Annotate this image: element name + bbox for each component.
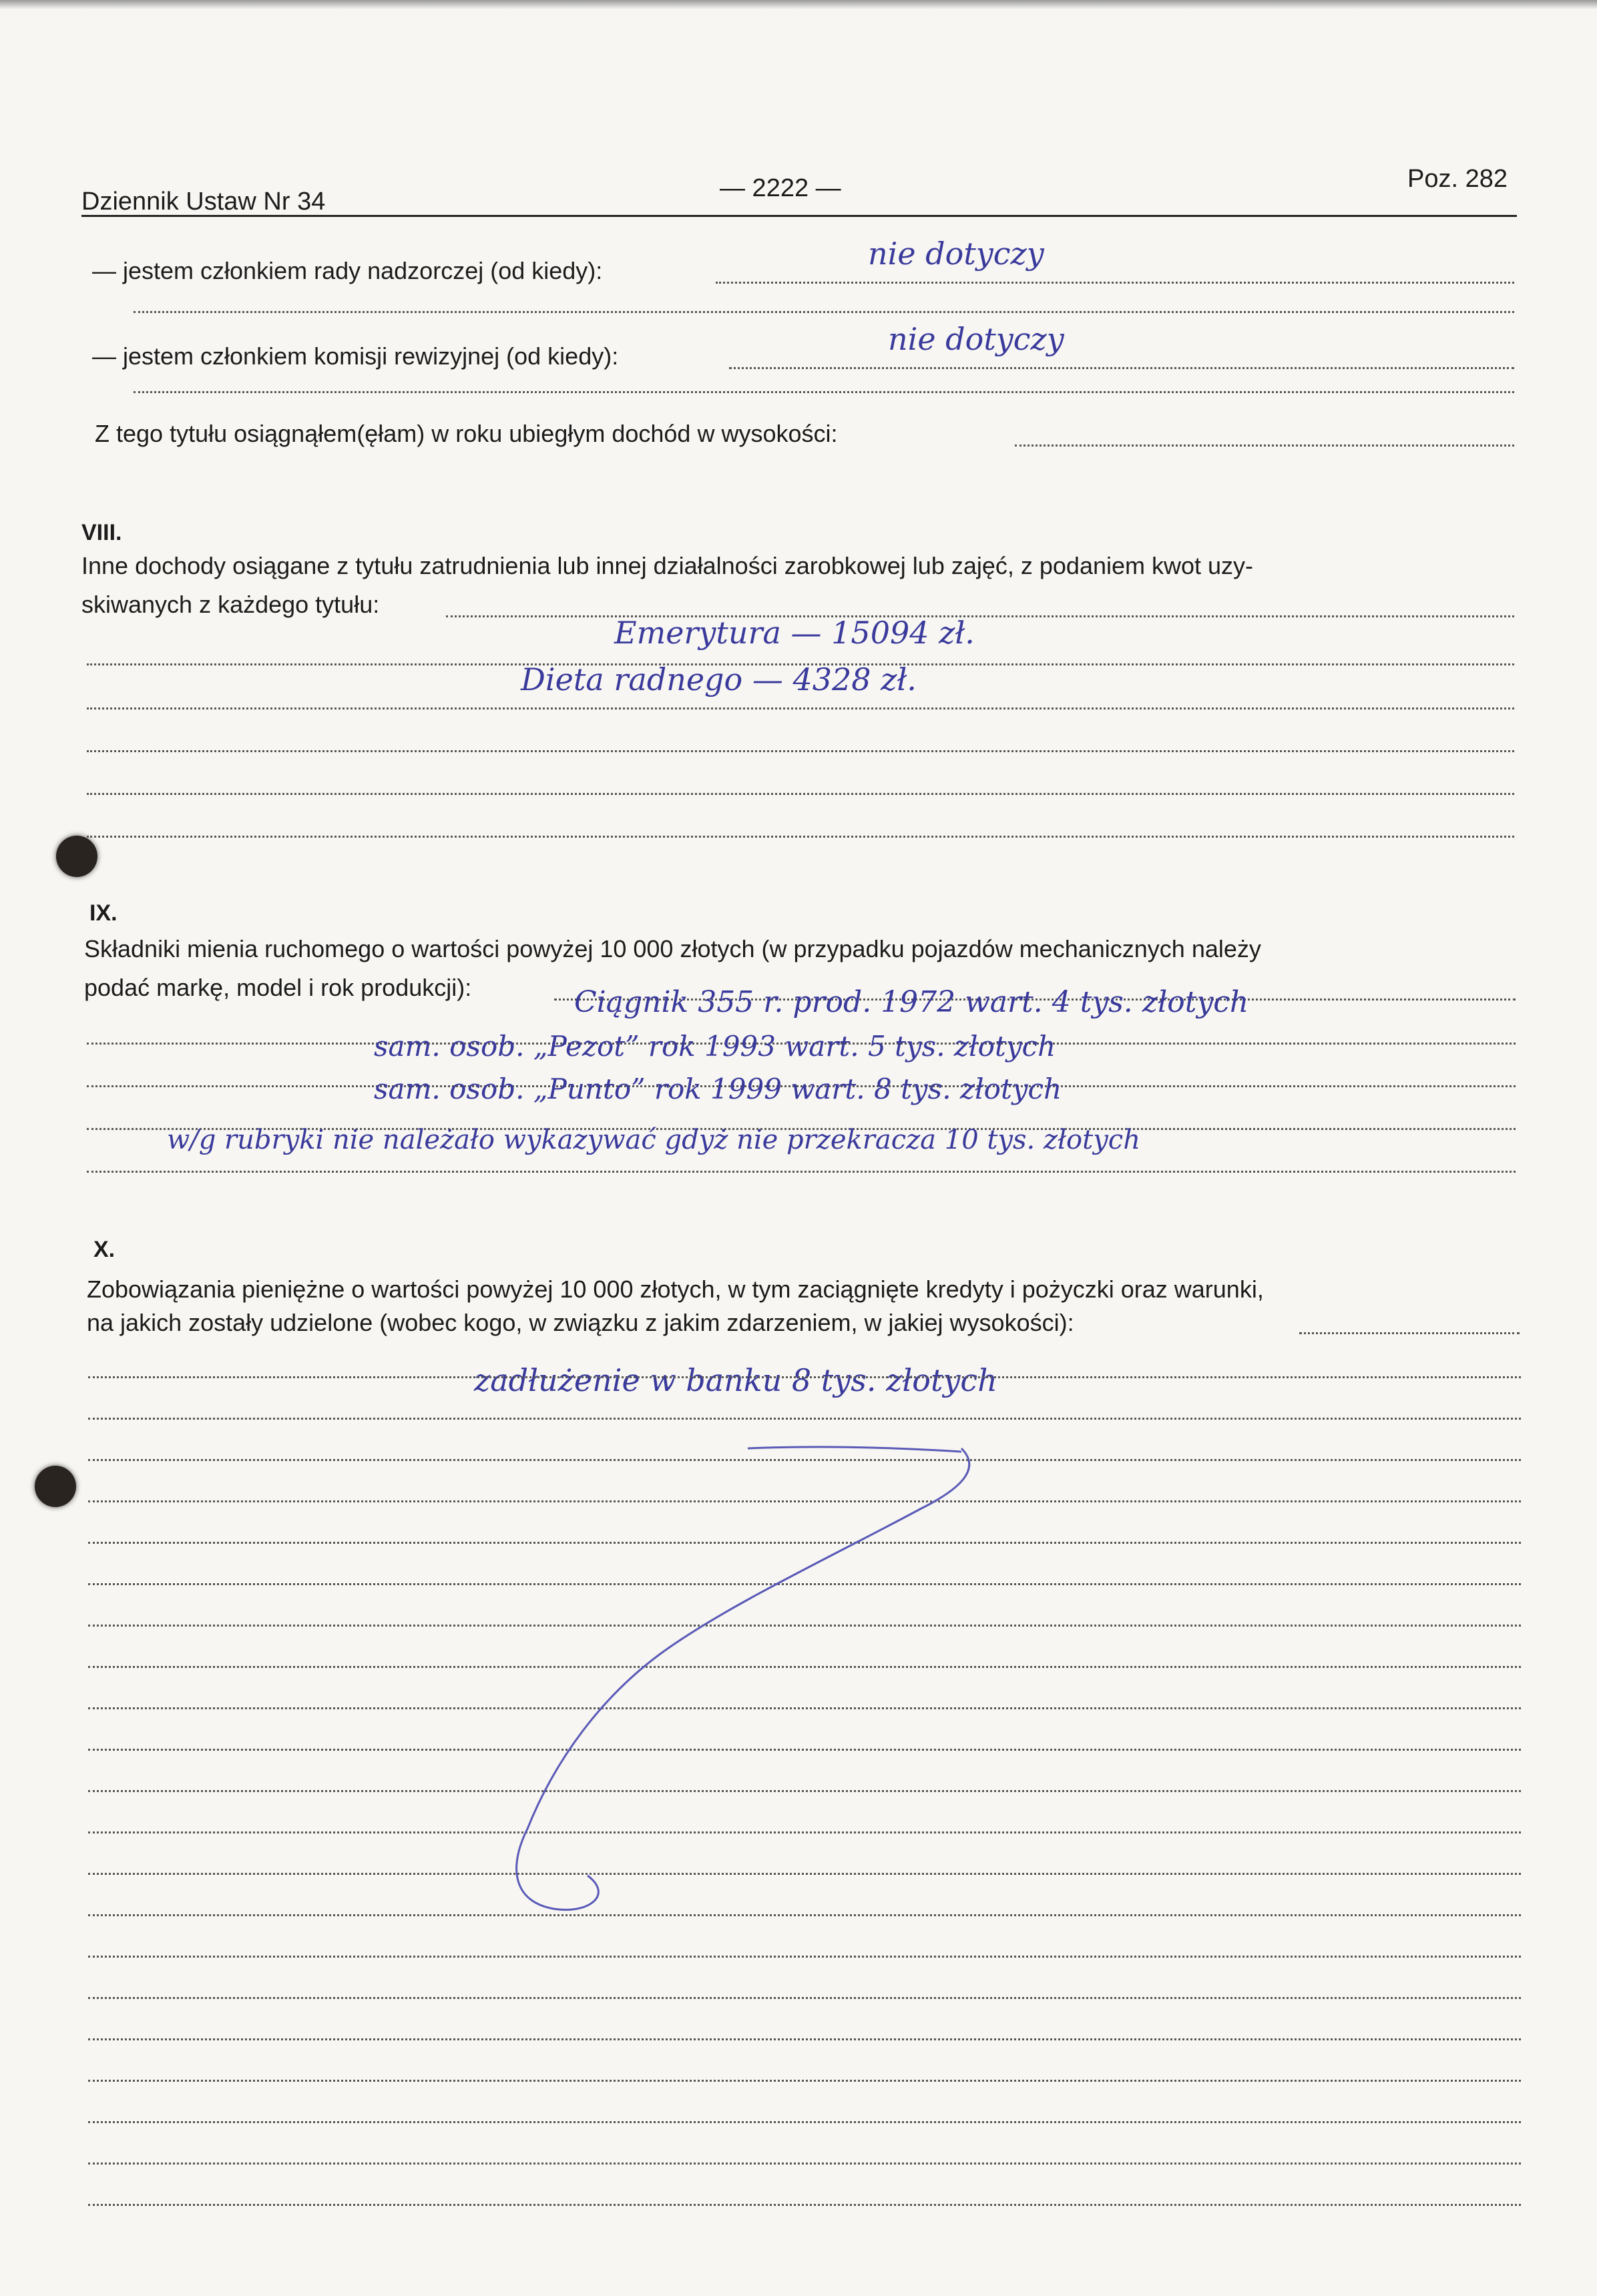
section-x-text-1: Zobowiązania pieniężne o wartości powyżej 10 000 złotych, w tym zaciągnięte kredyty i pożyczki oraz warunki, bbox=[87, 1275, 1264, 1303]
section-viii-text-1: Inne dochody osiągane z tytułu zatrudnienia lub innej działalności zarobkowej lub zajęć, z podaniem kwot uzy- bbox=[81, 552, 1254, 579]
supervisory-board-label: — jestem członkiem rady nadzorczej (od kiedy): bbox=[92, 257, 603, 284]
assets-answer-4: w/g rubryki nie należało wykazywać gdyż nie przekracza 10 tys. złotych bbox=[167, 1125, 1140, 1155]
supervisory-board-answer: nie dotyczy bbox=[868, 236, 1044, 272]
section-x-numeral: X. bbox=[93, 1237, 116, 1262]
crossing-out-path bbox=[748, 1447, 961, 1452]
income-answer-1: Emerytura — 15094 zł. bbox=[614, 615, 975, 651]
section-x-text-2: na jakich zostały udzielone (wobec kogo, w związku z jakim zdarzeniem, w jakiej wysokości): bbox=[87, 1309, 1074, 1336]
position-number: Poz. 282 bbox=[1407, 165, 1508, 193]
assets-answer-3: sam. osob. „Punto” rok 1999 wart. 8 tys. złotych bbox=[374, 1073, 1062, 1105]
section-viii-text-2: skiwanych z każdego tytułu: bbox=[81, 591, 380, 618]
crossing-out-path bbox=[517, 1448, 969, 1910]
income-label: Z tego tytułu osiągnąłem(ęłam) w roku ubiegłym dochód w wysokości: bbox=[95, 420, 838, 447]
section-viii-numeral: VIII. bbox=[81, 520, 122, 545]
income-answer-2: Dieta radnego — 4328 zł. bbox=[521, 661, 917, 697]
audit-committee-label: — jestem członkiem komisji rewizyjnej (od kiedy): bbox=[92, 342, 619, 370]
audit-committee-answer: nie dotyczy bbox=[888, 321, 1064, 357]
liabilities-answer: zadłużenie w banku 8 tys. złotych bbox=[474, 1362, 997, 1398]
assets-answer-1: Ciągnik 355 r. prod. 1972 wart. 4 tys. złotych bbox=[574, 985, 1249, 1019]
page-number: — 2222 — bbox=[720, 174, 841, 202]
section-ix-numeral: IX. bbox=[89, 900, 118, 926]
journal-title: Dziennik Ustaw Nr 34 bbox=[81, 188, 326, 216]
assets-answer-2: sam. osob. „Pezot” rok 1993 wart. 5 tys. złotych bbox=[374, 1030, 1056, 1063]
section-ix-text-1: Składniki mienia ruchomego o wartości powyżej 10 000 złotych (w przypadku pojazdów mechanicznych należy bbox=[84, 935, 1261, 962]
section-ix-text-2: podać markę, model i rok produkcji): bbox=[84, 974, 472, 1001]
